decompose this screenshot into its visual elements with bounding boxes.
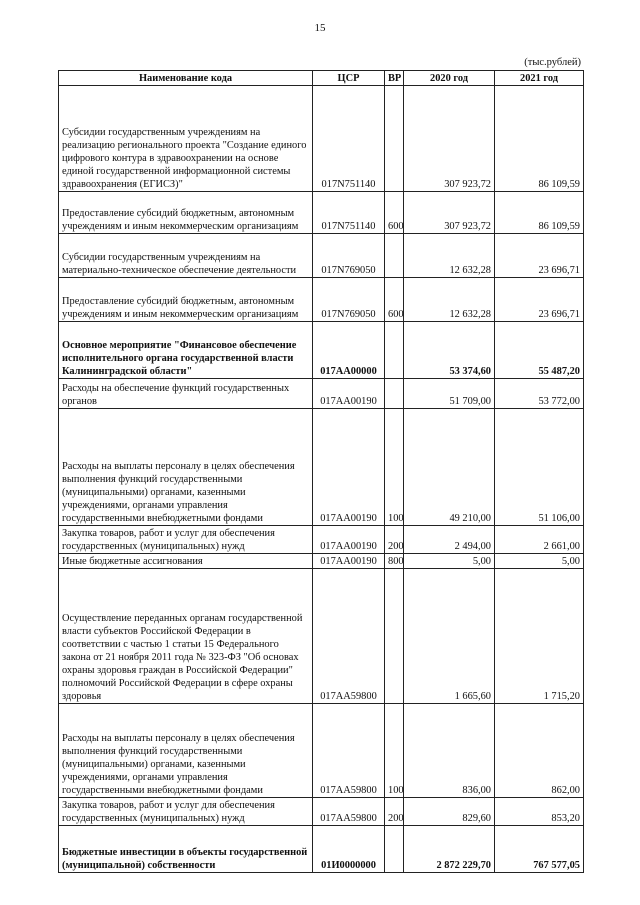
table-row [59,569,584,704]
cell-vr [385,379,404,409]
table-row [59,409,584,526]
cell-vr: 100 [385,704,404,798]
cell-code: 017АА59800 [313,798,385,826]
cell-name: Закупка товаров, работ и услуг для обеспечения государственных (муниципальных) нужд [59,526,313,554]
cell-name: Расходы на обеспечение функций государственных органов [59,379,313,409]
cell-y2020: 2 494,00 [404,526,495,554]
cell-y2020: 12 632,28 [404,278,495,322]
cell-y2020: 51 709,00 [404,379,495,409]
cell-vr: 200 [385,526,404,554]
table-row [59,798,584,826]
cell-name: Иные бюджетные ассигнования [59,554,313,569]
units-note: (тыс.рублей) [524,57,581,68]
header-name: Наименование кода [59,71,313,86]
cell-code: 017N751140 [313,86,385,192]
cell-code: 017N751140 [313,192,385,234]
cell-name: Предоставление субсидий бюджетным, автономным учреждениям и иным некоммерческим организациям [59,192,313,234]
cell-y2021: 86 109,59 [495,192,584,234]
cell-y2020: 307 923,72 [404,86,495,192]
cell-code: 017N769050 [313,278,385,322]
cell-vr [385,569,404,704]
header-2021: 2021 год [495,71,584,86]
cell-name: Субсидии государственным учреждениям на реализацию регионального проекта "Создание единого цифрового контура в здравоохранении на основе единой государственной информационной системы здравоохранения (ЕГИСЗ)" [59,86,313,192]
cell-y2020: 829,60 [404,798,495,826]
cell-vr: 600 [385,278,404,322]
header-2020: 2020 год [404,71,495,86]
cell-code: 017АА00190 [313,409,385,526]
cell-name: Бюджетные инвестиции в объекты государственной (муниципальной) собственности [59,826,313,873]
cell-y2021: 51 106,00 [495,409,584,526]
cell-y2020: 836,00 [404,704,495,798]
cell-name: Осуществление переданных органам государственной власти субъектов Российской Федерации в соответствии с частью 1 статьи 15 Федерального закона от 21 ноября 2011 года № 323-ФЗ "Об основах охраны здоровья граждан в Российской Федерации" полномочий Российской Федерации в сфере охраны здоровья [59,569,313,704]
page-number: 15 [314,22,326,34]
cell-code: 017АА00190 [313,379,385,409]
cell-vr: 600 [385,192,404,234]
header-row [59,71,584,86]
cell-y2021: 767 577,05 [495,826,584,873]
cell-code: 017АА59800 [313,569,385,704]
cell-y2021: 2 661,00 [495,526,584,554]
cell-name: Предоставление субсидий бюджетным, автономным учреждениям и иным некоммерческим организациям [59,278,313,322]
cell-y2021: 86 109,59 [495,86,584,192]
cell-y2020: 307 923,72 [404,192,495,234]
cell-code: 017АА59800 [313,704,385,798]
cell-vr: 800 [385,554,404,569]
table-body [59,86,584,873]
table-row [59,379,584,409]
cell-name: Основное мероприятие "Финансовое обеспечение исполнительного органа государственной власти Калининградской области" [59,322,313,379]
cell-code: 017N769050 [313,234,385,278]
cell-code: 01И0000000 [313,826,385,873]
cell-y2020: 49 210,00 [404,409,495,526]
cell-code: 017АА00190 [313,554,385,569]
table-row [59,554,584,569]
cell-y2021: 23 696,71 [495,234,584,278]
cell-vr [385,826,404,873]
cell-y2021: 853,20 [495,798,584,826]
cell-y2020: 53 374,60 [404,322,495,379]
cell-y2021: 23 696,71 [495,278,584,322]
budget-table [58,70,584,873]
cell-y2020: 12 632,28 [404,234,495,278]
table-row [59,192,584,234]
table-row [59,826,584,873]
cell-name: Расходы на выплаты персоналу в целях обеспечения выполнения функций государственными (муниципальными) органами, казенными учреждениями, органами управления государственными внебюджетными фондами [59,409,313,526]
cell-code: 017АА00000 [313,322,385,379]
cell-name: Субсидии государственным учреждениям на материально-техническое обеспечение деятельности [59,234,313,278]
cell-y2020: 5,00 [404,554,495,569]
cell-vr [385,86,404,192]
table-row [59,278,584,322]
table-row [59,704,584,798]
cell-y2021: 55 487,20 [495,322,584,379]
cell-name: Закупка товаров, работ и услуг для обеспечения государственных (муниципальных) нужд [59,798,313,826]
cell-vr: 200 [385,798,404,826]
cell-y2020: 2 872 229,70 [404,826,495,873]
cell-y2021: 5,00 [495,554,584,569]
cell-name: Расходы на выплаты персоналу в целях обеспечения выполнения функций государственными (муниципальными) органами, казенными учреждениями, органами управления государственными внебюджетными фондами [59,704,313,798]
cell-vr: 100 [385,409,404,526]
cell-code: 017АА00190 [313,526,385,554]
cell-vr [385,322,404,379]
cell-y2021: 862,00 [495,704,584,798]
cell-y2021: 1 715,20 [495,569,584,704]
table-row [59,234,584,278]
header-vr: ВР [385,71,404,86]
cell-vr [385,234,404,278]
table-row [59,86,584,192]
table-row [59,322,584,379]
header-code: ЦСР [313,71,385,86]
cell-y2021: 53 772,00 [495,379,584,409]
cell-y2020: 1 665,60 [404,569,495,704]
table-row [59,526,584,554]
